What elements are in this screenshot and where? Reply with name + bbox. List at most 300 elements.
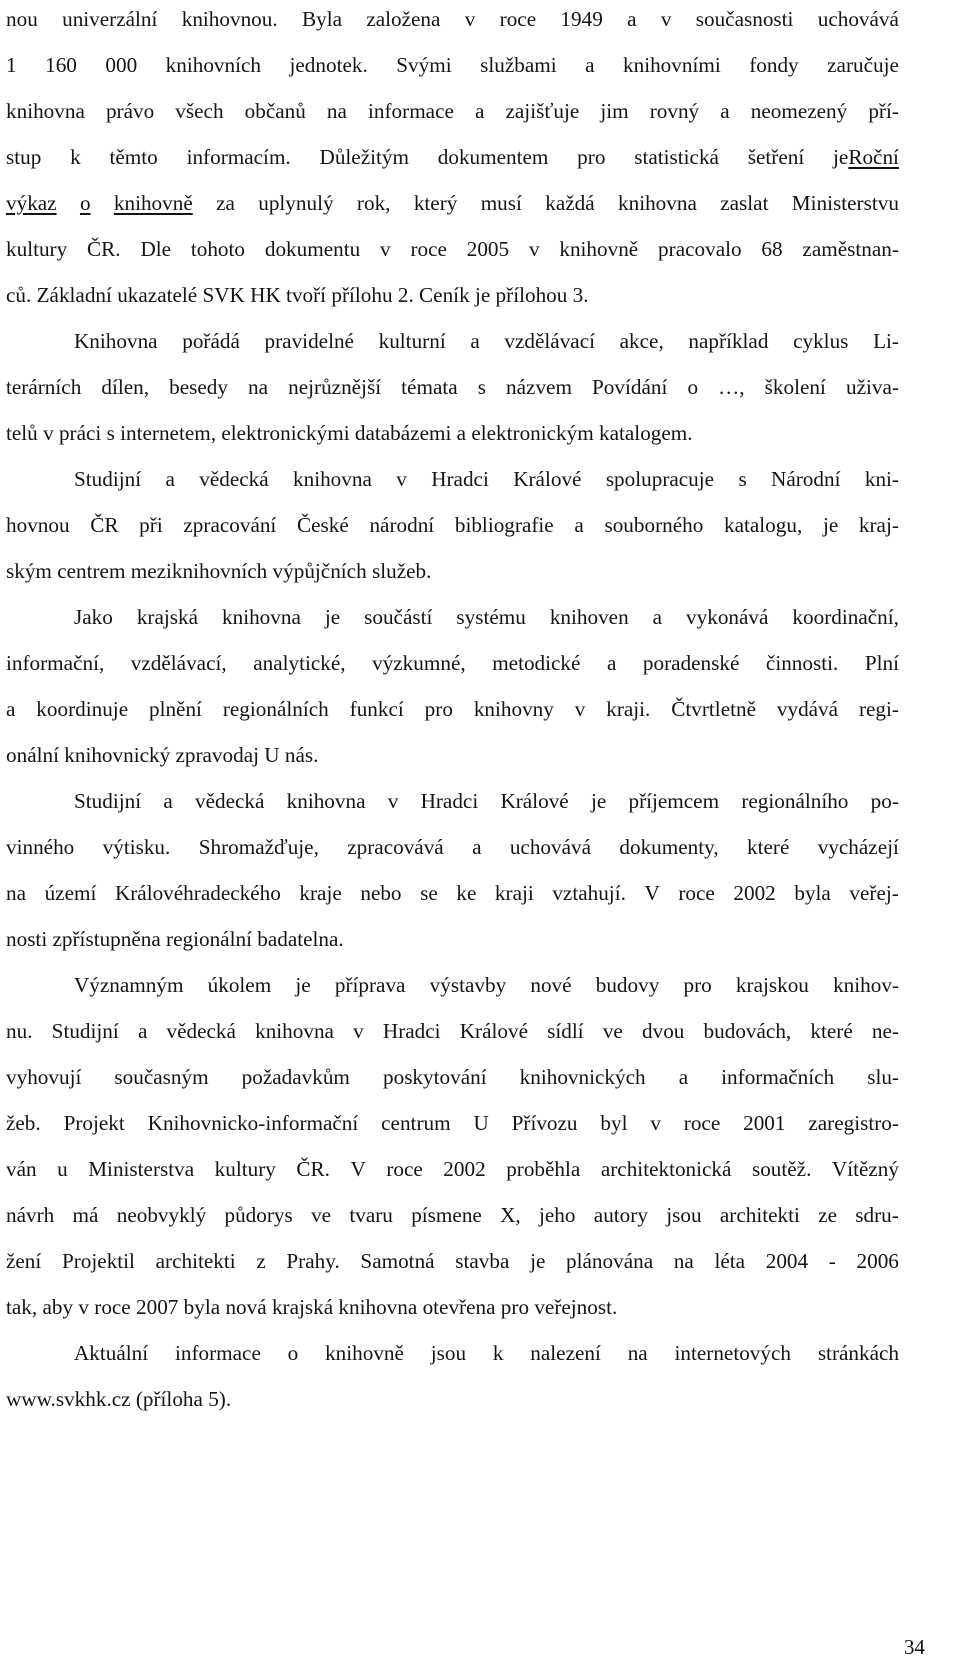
word xyxy=(6,139,41,175)
word xyxy=(687,369,698,405)
word xyxy=(175,1335,261,1371)
word xyxy=(74,967,183,1003)
word-text: 1949 xyxy=(560,7,603,31)
word xyxy=(74,599,113,635)
word-text: s xyxy=(477,375,486,399)
word xyxy=(364,599,432,635)
text-line xyxy=(0,829,960,865)
word-text: jim xyxy=(600,99,629,123)
word xyxy=(6,691,15,727)
word xyxy=(529,231,540,267)
word xyxy=(366,1,440,37)
word-text: koordinuje xyxy=(36,697,129,721)
word-text: knihovně xyxy=(559,237,639,261)
word xyxy=(500,783,568,819)
text-line xyxy=(0,691,960,727)
word-text: které xyxy=(810,1019,853,1043)
word-text: na xyxy=(627,1341,648,1365)
word xyxy=(431,461,489,497)
word-text: školení xyxy=(764,375,826,399)
word-text: zpracování xyxy=(183,513,277,537)
word xyxy=(603,1013,623,1049)
word xyxy=(473,1105,488,1141)
word-text: je xyxy=(822,513,839,537)
word-text: metodické xyxy=(492,651,581,675)
word xyxy=(325,599,340,635)
word-text: Národní xyxy=(771,467,841,491)
word-text: témata xyxy=(401,375,458,399)
word-text: zaměstnan- xyxy=(802,237,899,261)
word xyxy=(62,1243,135,1279)
word xyxy=(686,599,768,635)
word xyxy=(353,1013,364,1049)
word xyxy=(628,1335,648,1371)
word xyxy=(749,47,798,83)
word-text: budovách, xyxy=(703,1019,792,1043)
word xyxy=(140,231,171,267)
word xyxy=(360,1243,434,1279)
word xyxy=(350,1151,365,1187)
word xyxy=(865,461,899,497)
word xyxy=(45,875,97,911)
word xyxy=(438,139,549,175)
word-text: stup xyxy=(6,145,42,169)
word-text: je xyxy=(590,789,607,813)
word-text: ván xyxy=(6,1157,37,1181)
word-text: má xyxy=(72,1203,99,1227)
word xyxy=(585,47,594,83)
word-text: a xyxy=(475,99,485,123)
word-text: občanů xyxy=(244,99,306,123)
word xyxy=(619,829,718,865)
line-content xyxy=(6,277,589,313)
word xyxy=(414,185,458,221)
word xyxy=(628,783,719,819)
word xyxy=(606,691,650,727)
word xyxy=(74,461,141,497)
word xyxy=(80,185,91,221)
word-text: po- xyxy=(870,789,899,813)
word-text: rovný xyxy=(649,99,700,123)
text-line xyxy=(0,599,960,635)
text-segment: tak, aby v roce 2007 byla nová krajská knihovna otevřena pro veřejnost. xyxy=(6,1295,618,1319)
word xyxy=(658,231,742,267)
underlined-word: Roční xyxy=(848,145,899,169)
word xyxy=(560,1,602,37)
word-text: Samotná xyxy=(360,1249,435,1273)
word-text: a xyxy=(165,467,175,491)
word xyxy=(6,645,104,681)
word xyxy=(743,1105,785,1141)
word-text: Královéhradeckého xyxy=(114,881,281,905)
word-text: a xyxy=(652,605,663,629)
word-text: kultury xyxy=(214,1157,276,1181)
word-text: stavba xyxy=(455,1249,510,1273)
line-content xyxy=(6,415,693,451)
word xyxy=(748,139,804,175)
word xyxy=(256,1243,265,1279)
word xyxy=(751,93,847,129)
text-line xyxy=(0,921,960,957)
word-text: dílen, xyxy=(101,375,150,399)
text-segment: onální knihovnický zpravodaj U nás. xyxy=(6,743,319,767)
word xyxy=(506,93,580,129)
word xyxy=(57,1151,68,1187)
word-text: názvem xyxy=(506,375,572,399)
justified-row xyxy=(6,875,899,911)
word-text: ČR. xyxy=(296,1157,330,1181)
word-text: ve xyxy=(602,1019,623,1043)
word-text: architekti xyxy=(719,1203,800,1227)
word-text: kraji xyxy=(494,881,534,905)
word-text: v xyxy=(650,1111,661,1135)
word-text: uchovává xyxy=(509,835,592,859)
word xyxy=(195,783,264,819)
word xyxy=(678,875,714,911)
word-text: Studijní xyxy=(74,789,142,813)
word-text: sídlí xyxy=(547,1019,584,1043)
text-line xyxy=(0,737,960,773)
word-text: funkcí xyxy=(349,697,404,721)
word xyxy=(165,461,174,497)
line-content xyxy=(74,1335,899,1371)
justified-row xyxy=(6,1151,899,1187)
justified-row xyxy=(6,691,899,727)
word-text: koordinační, xyxy=(792,605,899,629)
text-line xyxy=(0,93,960,129)
word-text: Byla xyxy=(301,7,342,31)
word xyxy=(765,369,826,405)
word xyxy=(248,369,268,405)
word-text: Li- xyxy=(873,329,899,353)
text-line xyxy=(0,415,960,451)
word xyxy=(368,93,454,129)
word xyxy=(311,1197,331,1233)
word xyxy=(600,1105,627,1141)
word-text: vydává xyxy=(776,697,839,721)
word xyxy=(872,1013,899,1049)
justified-row xyxy=(74,1335,899,1371)
word-text: činnosti. xyxy=(765,651,839,675)
word xyxy=(182,323,240,359)
word-text: sdru- xyxy=(855,1203,899,1227)
word-text: službami xyxy=(480,53,557,77)
word-text: cyklus xyxy=(793,329,849,353)
word-text: dvou xyxy=(642,1019,685,1043)
word xyxy=(401,369,457,405)
word xyxy=(679,1059,688,1095)
word xyxy=(223,691,329,727)
justified-row xyxy=(6,139,899,175)
word xyxy=(460,1013,528,1049)
word-text: je xyxy=(324,605,341,629)
word-text: 2004 xyxy=(765,1249,809,1273)
text-line xyxy=(0,1243,960,1279)
word-text: a xyxy=(585,53,595,77)
word-text: který xyxy=(413,191,458,215)
word xyxy=(506,1151,580,1187)
word xyxy=(360,875,401,911)
word-text: žeb. xyxy=(6,1111,41,1135)
word-text: nebo xyxy=(360,881,402,905)
page-number: 34 xyxy=(903,1635,925,1659)
word-text: Hradci xyxy=(382,1019,441,1043)
word-text: je xyxy=(295,973,311,997)
word xyxy=(110,139,158,175)
word xyxy=(823,507,838,543)
word xyxy=(833,139,899,175)
text-line xyxy=(0,507,960,543)
word-text: vinného xyxy=(6,835,75,859)
word xyxy=(335,967,406,1003)
line-content xyxy=(74,967,899,1003)
word xyxy=(607,645,616,681)
word xyxy=(182,1,278,37)
word-text: výtisku. xyxy=(102,835,171,859)
word xyxy=(846,369,899,405)
word-text: bibliografie xyxy=(454,513,554,537)
text-line xyxy=(0,47,960,83)
word-text: 2002 xyxy=(443,1157,486,1181)
justified-row xyxy=(6,185,899,221)
word-text: krajskou xyxy=(735,973,809,997)
word xyxy=(530,967,571,1003)
text-line xyxy=(0,369,960,405)
word xyxy=(349,1197,393,1233)
word-text: Králové xyxy=(500,789,569,813)
word-text: knihovna xyxy=(618,191,697,215)
word xyxy=(381,1105,450,1141)
word xyxy=(591,783,606,819)
text-line xyxy=(0,1289,960,1325)
word-text: regionálních xyxy=(222,697,329,721)
word-text: a xyxy=(137,1019,148,1043)
word xyxy=(138,1013,147,1049)
word-text: soutěž. xyxy=(751,1157,812,1181)
word xyxy=(545,185,594,221)
word xyxy=(721,1059,834,1095)
word-text: například xyxy=(688,329,769,353)
word xyxy=(105,47,137,83)
text-segment: nosti zpřístupněna regionální badatelna. xyxy=(6,927,344,951)
text-line xyxy=(0,277,960,313)
word xyxy=(70,139,81,175)
word-text: písmene xyxy=(411,1203,482,1227)
word-text: pořádá xyxy=(182,329,240,353)
word xyxy=(156,1243,236,1279)
word xyxy=(575,691,586,727)
word xyxy=(380,231,391,267)
word-text: akce, xyxy=(619,329,664,353)
word-text: za xyxy=(216,191,235,215)
word-text: jeho xyxy=(539,1203,576,1227)
underlined-word: výkaz xyxy=(6,191,57,215)
word xyxy=(224,1197,292,1233)
word-text: ve xyxy=(311,1203,332,1227)
word xyxy=(504,323,595,359)
line-content xyxy=(6,737,318,773)
word-text: vědecká xyxy=(199,467,269,491)
justified-row xyxy=(6,1059,899,1095)
word-text: dokumenty, xyxy=(619,835,719,859)
word-text: Jako xyxy=(74,605,113,629)
word-text: Studijní xyxy=(51,1019,119,1043)
word xyxy=(810,1013,852,1049)
word-text: krajská xyxy=(136,605,199,629)
word xyxy=(117,1197,206,1233)
word-text: …, xyxy=(718,375,745,399)
word xyxy=(465,1,476,37)
word xyxy=(704,1013,792,1049)
word-text: 1 xyxy=(6,53,17,77)
word-text: informační, xyxy=(6,651,105,675)
word xyxy=(794,875,830,911)
word-text: souborného xyxy=(604,513,704,537)
word xyxy=(6,369,81,405)
word-text: 2002 xyxy=(733,881,776,905)
word-text: pro xyxy=(424,697,453,721)
word xyxy=(288,1335,299,1371)
word xyxy=(475,93,484,129)
word-text: knihovních xyxy=(165,53,261,77)
word-text: léta xyxy=(714,1249,746,1273)
word xyxy=(592,369,667,405)
word xyxy=(6,93,85,129)
word xyxy=(808,1105,899,1141)
word-text: a xyxy=(574,513,584,537)
line-content xyxy=(6,1,899,37)
word xyxy=(495,875,534,911)
word-text: ke xyxy=(456,881,477,905)
word-text: neobvyklý xyxy=(116,1203,207,1227)
word-text: centrum xyxy=(381,1111,451,1135)
word xyxy=(539,1197,575,1233)
word-text: informacím. xyxy=(186,145,291,169)
word xyxy=(720,93,729,129)
line-content xyxy=(6,1197,899,1233)
word xyxy=(818,1,899,37)
justified-row xyxy=(6,1243,899,1279)
word-text: Přívozu xyxy=(511,1111,578,1135)
word-text: žení xyxy=(6,1249,42,1273)
word-text: 2005 xyxy=(466,237,510,261)
line-content xyxy=(6,1059,899,1095)
word xyxy=(187,139,291,175)
word-text: a xyxy=(472,835,482,859)
word xyxy=(410,231,446,267)
word-text: Králové xyxy=(459,1019,528,1043)
word-text: Povídání xyxy=(592,375,668,399)
word xyxy=(6,1243,41,1279)
word-text: poradenské xyxy=(642,651,740,675)
word-text: každá xyxy=(545,191,595,215)
word-text: byla xyxy=(794,881,831,905)
word xyxy=(793,323,848,359)
word xyxy=(733,875,775,911)
word xyxy=(169,369,228,405)
word-text: zaslat xyxy=(720,191,769,215)
word xyxy=(166,47,261,83)
word xyxy=(506,369,572,405)
word xyxy=(103,829,171,865)
line-content xyxy=(74,599,899,635)
line-content xyxy=(6,553,431,589)
word xyxy=(443,1151,485,1187)
word-text: informace xyxy=(368,99,454,123)
word-text: Čtvrtletně xyxy=(671,697,756,721)
word xyxy=(425,691,453,727)
word-text: pří- xyxy=(868,99,899,123)
word-text: univerzální xyxy=(62,7,158,31)
word-text: Aktuální xyxy=(74,1341,149,1365)
text-line xyxy=(0,1151,960,1187)
word xyxy=(873,323,899,359)
word xyxy=(606,461,714,497)
justified-row xyxy=(6,93,899,129)
word xyxy=(474,691,554,727)
word xyxy=(513,461,581,497)
word-text: založena xyxy=(366,7,441,31)
text-line xyxy=(0,231,960,267)
justified-row xyxy=(6,1,899,37)
word-text: jsou xyxy=(430,1341,467,1365)
word-text: a xyxy=(470,329,480,353)
word xyxy=(430,967,507,1003)
word-text: X, xyxy=(500,1203,521,1227)
word-text: které xyxy=(747,835,790,859)
word xyxy=(467,231,509,267)
word-text: Projektil xyxy=(61,1249,135,1273)
word xyxy=(478,369,486,405)
word xyxy=(6,47,17,83)
word xyxy=(350,691,404,727)
word xyxy=(6,507,70,543)
word-text: při xyxy=(139,513,163,537)
word xyxy=(627,1,636,37)
word xyxy=(596,967,660,1003)
line-content xyxy=(6,47,899,83)
word-text: zpracovává xyxy=(347,835,444,859)
justified-row xyxy=(6,47,899,83)
word-text: tohoto xyxy=(190,237,246,261)
justified-row xyxy=(6,231,899,267)
word xyxy=(320,139,409,175)
line-content xyxy=(74,783,899,819)
word xyxy=(386,1151,422,1187)
word xyxy=(642,1013,684,1049)
line-content xyxy=(74,323,899,359)
word-text: zaručuje xyxy=(827,53,899,77)
text-segment: ců. Základní ukazatelé SVK HK tvoří přílohu 2. Ceník je přílohou 3. xyxy=(6,283,589,307)
word-text: vzdělávací xyxy=(504,329,595,353)
word xyxy=(833,967,899,1003)
word-text: a xyxy=(6,697,16,721)
word xyxy=(720,185,768,221)
word xyxy=(766,1243,808,1279)
word xyxy=(6,231,67,267)
text-line xyxy=(0,875,960,911)
word xyxy=(299,875,341,911)
justified-row xyxy=(74,783,899,819)
word xyxy=(661,1,672,37)
line-content xyxy=(6,185,899,221)
word xyxy=(87,231,121,267)
word-text: území xyxy=(44,881,97,905)
word-text: knihovna xyxy=(286,789,366,813)
word xyxy=(167,1013,236,1049)
word xyxy=(101,369,149,405)
word-text: k xyxy=(70,145,81,169)
